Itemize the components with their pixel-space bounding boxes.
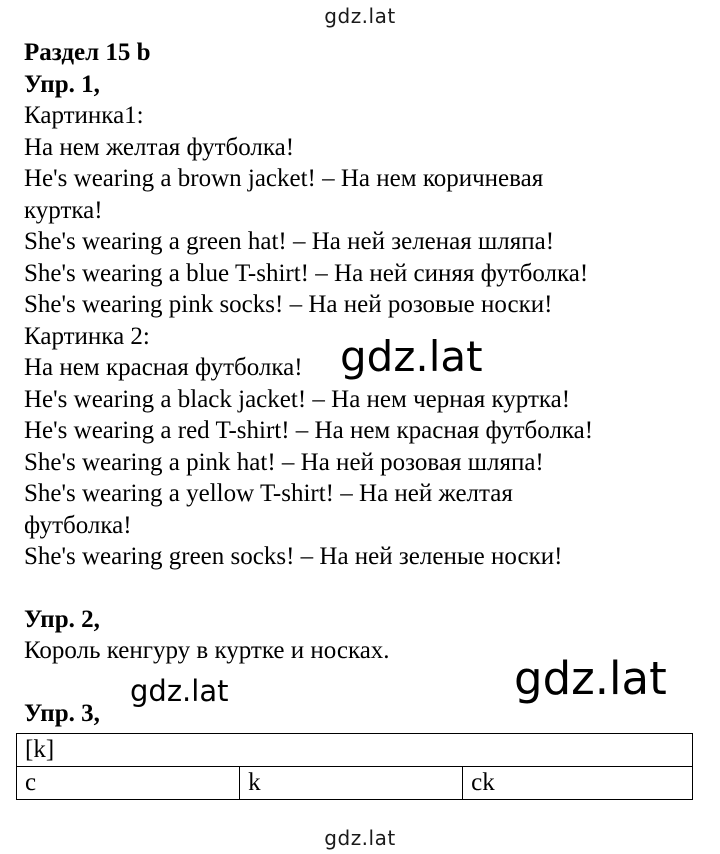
exercise-3-title: Упр. 3, bbox=[24, 699, 100, 727]
small-watermark: gdz.lat bbox=[130, 674, 229, 708]
footer-watermark: gdz.lat bbox=[324, 826, 396, 850]
picture-2-line: He's wearing a black jacket! – На нем черная куртка! bbox=[24, 385, 571, 413]
table-row bbox=[17, 734, 693, 767]
document-body bbox=[24, 37, 704, 729]
section-title: Раздел 15 b bbox=[24, 39, 151, 66]
table-header-cell: [k] bbox=[17, 734, 693, 767]
table-cell: ck bbox=[463, 767, 693, 800]
table-cell: k bbox=[240, 767, 463, 800]
picture-1-line: He's wearing a brown jacket! – На нем коричневая bbox=[24, 165, 544, 192]
picture-2-label: Картинка 2: bbox=[24, 322, 150, 350]
picture-2-line: He's wearing a red T-shirt! – На нем красная футболка! bbox=[24, 417, 594, 444]
picture-1-line: She's wearing pink socks! – На ней розовые носки! bbox=[24, 291, 553, 318]
picture-2-line: She's wearing green socks! – На ней зеленые носки! bbox=[24, 543, 563, 570]
middle-watermark: gdz.lat bbox=[340, 332, 483, 381]
spacer bbox=[24, 573, 704, 604]
picture-1-line: На нем желтая футболка! bbox=[24, 133, 295, 161]
picture-2-line: футболка! bbox=[24, 511, 132, 539]
header-watermark: gdz.lat bbox=[324, 4, 396, 28]
table-row bbox=[17, 767, 693, 800]
picture-1-line: куртка! bbox=[24, 196, 103, 224]
picture-2-line: She's wearing a pink hat! – На ней розовая шляпа! bbox=[24, 448, 544, 476]
picture-2-line: She's wearing a yellow T-shirt! – На ней желтая bbox=[24, 480, 513, 507]
picture-1-line: She's wearing a green hat! – На ней зеленая шляпа! bbox=[24, 228, 555, 255]
sound-table bbox=[16, 733, 693, 800]
large-watermark: gdz.lat bbox=[514, 652, 667, 705]
exercise-1-title: Упр. 1, bbox=[24, 70, 100, 98]
exercise-2-text: Король кенгуру в куртке и носках. bbox=[24, 637, 390, 664]
exercise-2-title: Упр. 2, bbox=[24, 605, 100, 633]
picture-2-line: На нем красная футболка! bbox=[24, 354, 303, 381]
table-cell: c bbox=[17, 767, 240, 800]
picture-1-label: Картинка1: bbox=[24, 102, 144, 129]
picture-1-line: She's wearing a blue T-shirt! – На ней синяя футболка! bbox=[24, 259, 589, 287]
